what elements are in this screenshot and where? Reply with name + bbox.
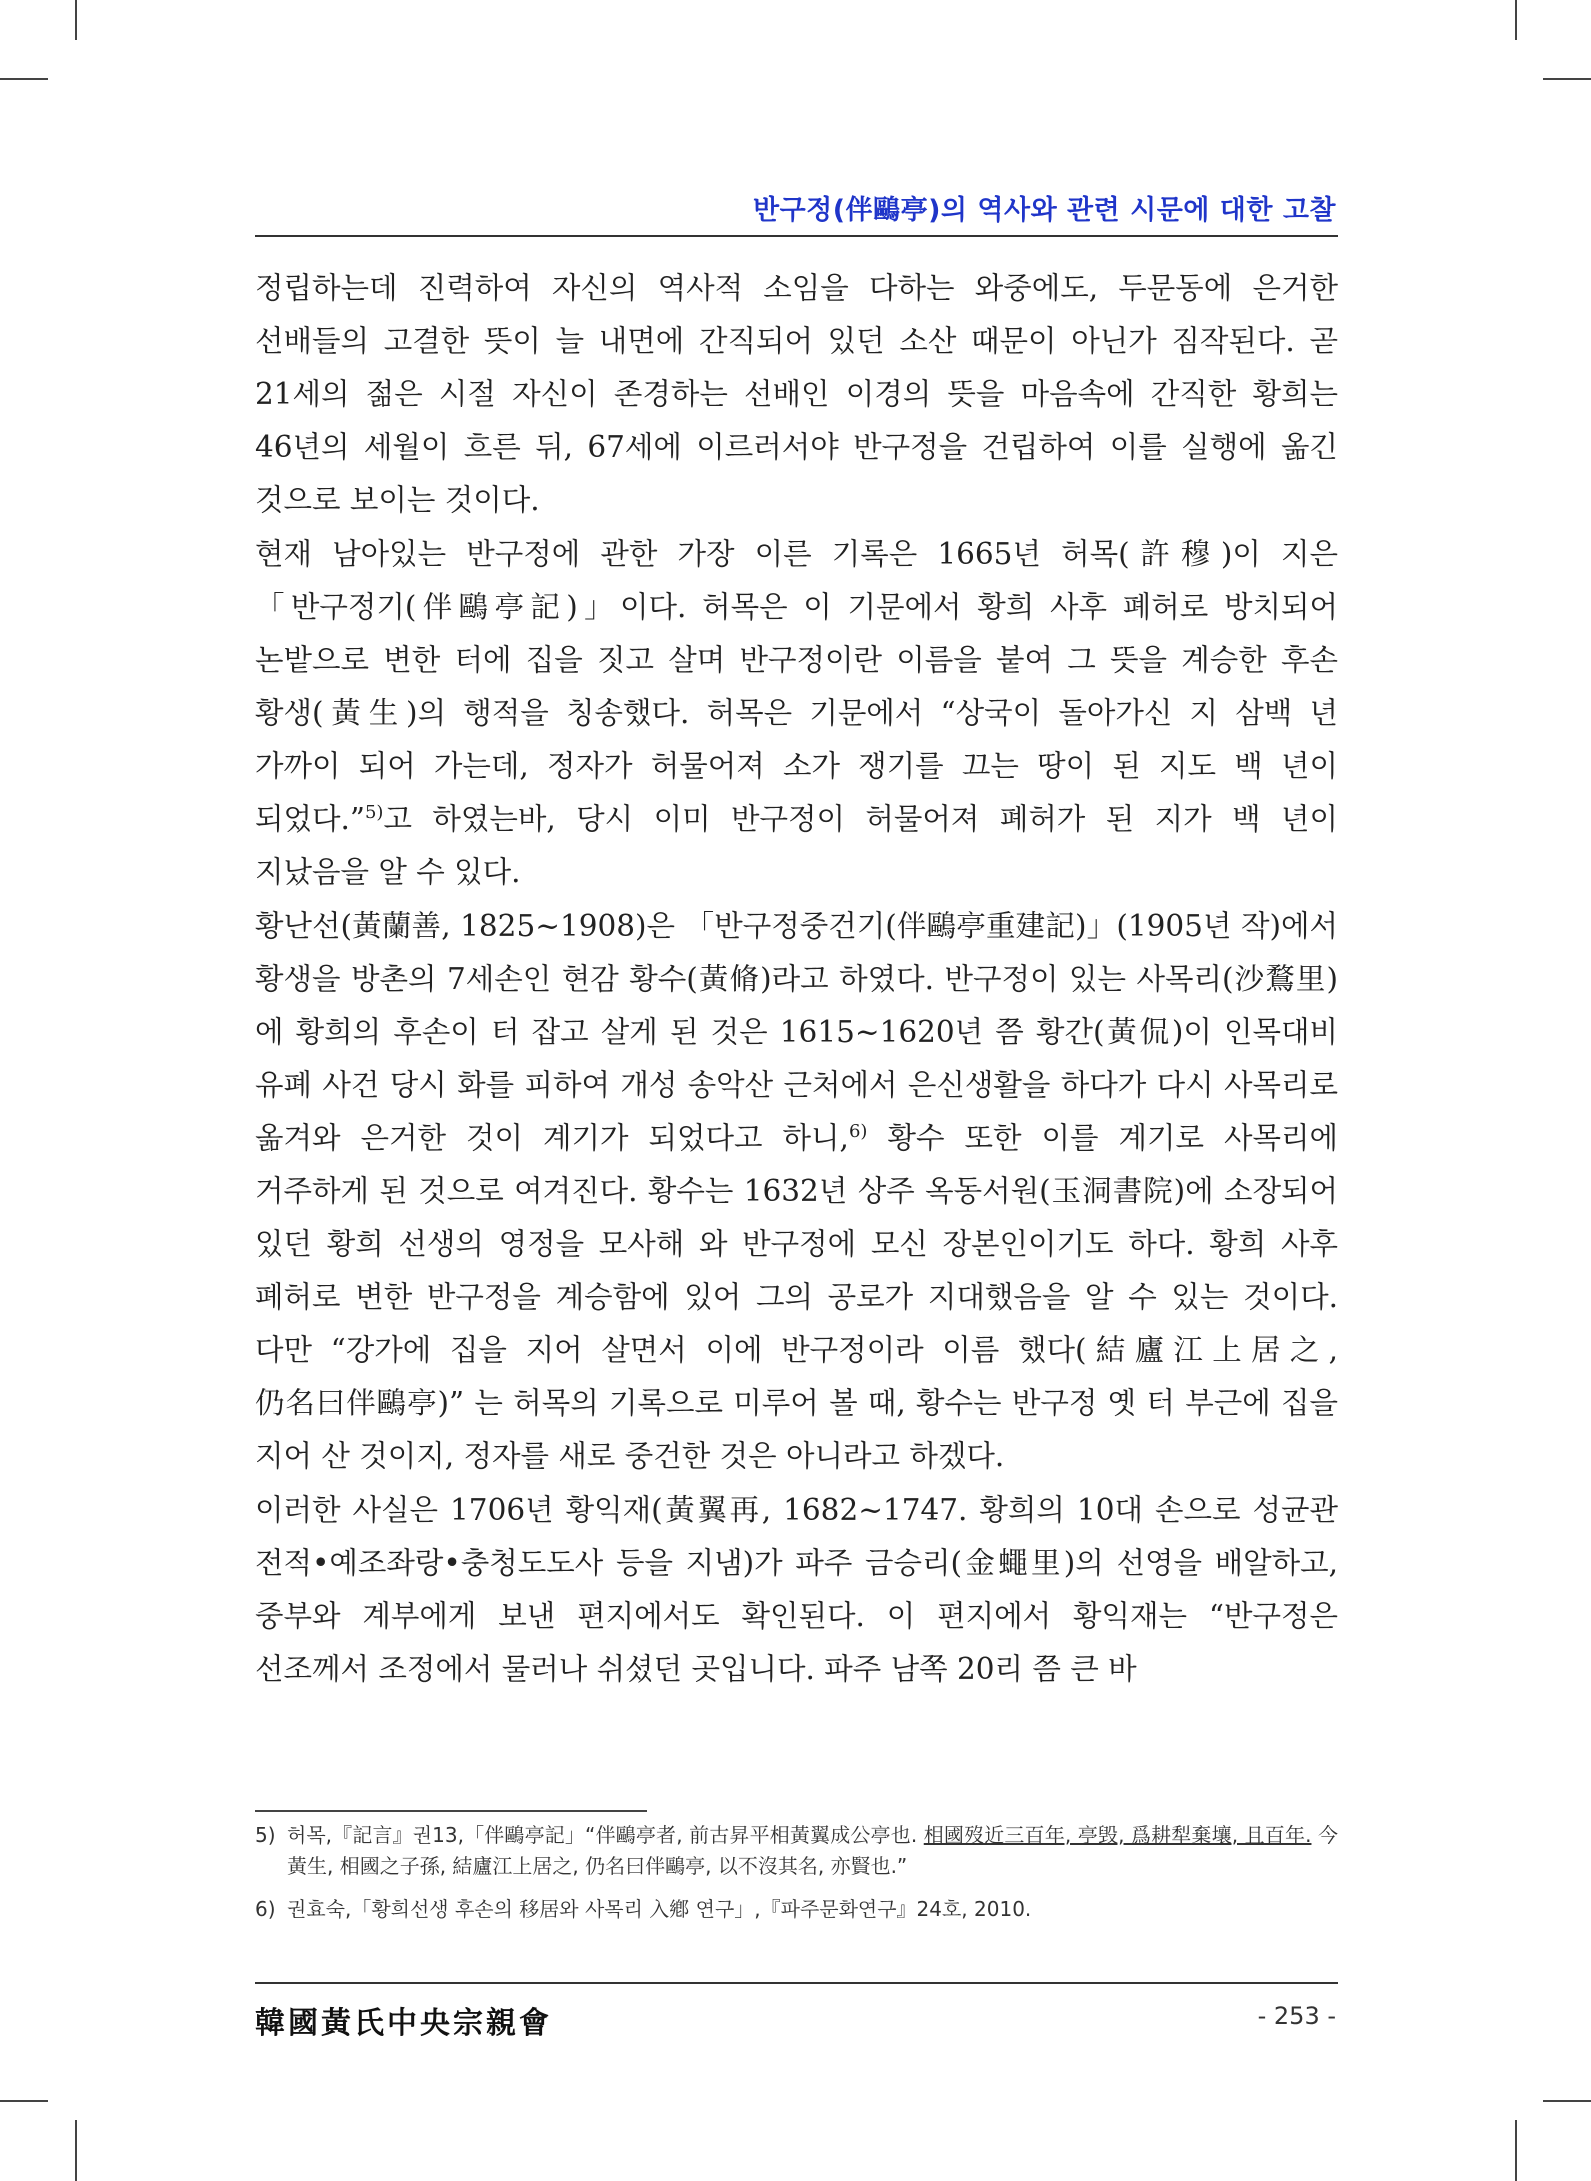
paragraph-2-text: 현재 남아있는 반구정에 관한 가장 이른 기록은 1665년 허목(許穆)이 지은 「반구정기(伴鷗亭記)」이다. 허목은 이 기문에서 황희 사후 폐허로 방치되어 논밭으로 변한 터에 집을 짓고 살며 반구정이란 이름을 붙여 그 뜻을 계승한 후손 황생(黃生)의 행적을 칭송했다. 허목은 기문에서 “상국이 돌아가신 지 삼백 년 가까이 되어 가는데, 정자가 허물어져 소가 쟁기를 끄는 땅이 된 지도 백 년이 되었다.”	[255, 537, 1338, 836]
crop-mark	[0, 2100, 48, 2102]
footnote-text-part: 今黃生, 相國之子孫, 結廬江上居之, 仍名曰伴鷗亭, 以不沒其名, 亦賢也.”	[287, 1823, 1338, 1878]
paragraph-2	[255, 528, 1338, 899]
footnotes	[255, 1820, 1338, 1925]
crop-mark	[1515, 0, 1517, 40]
footnote-text	[287, 1820, 1338, 1882]
footnote-text-part: 허목,『記言』권13,「伴鷗亭記」“伴鷗亭者, 前古昇平相黃翼成公亭也.	[287, 1823, 924, 1847]
paragraph-2-text-cont: 고 하였는바, 당시 이미 반구정이 허물어져 폐허가 된 지가 백 년이 지났음을 알 수 있다.	[255, 802, 1338, 889]
footnote-text: 권효숙,「황희선생 후손의 移居와 사목리 入鄕 연구」,『파주문화연구』24호, 2010.	[287, 1897, 1032, 1921]
footnote-ref-5[interactable]: 5)	[364, 802, 384, 824]
paragraph-3-text: 황난선(黃蘭善, 1825~1908)은 「반구정중건기(伴鷗亭重建記)」(1905년 작)에서 황생을 방촌의 7세손인 현감 황수(黃脩)라고 하였다. 반구정이 있는 사목리(沙鶩里)에 황희의 후손이 터 잡고 살게 된 것은 1615~1620년 쯤 황간(黃侃)이 인목대비 유폐 사건 당시 화를 피하여 개성 송악산 근처에서 은신생활을 하다가 다시 사목리로 옮겨와 은거한 것이 계기가 되었다고 하니,	[255, 909, 1338, 1155]
footnote-underlined-quote: 相國歿近三百年, 亭毁, 爲耕犁棄壤, 且百年.	[923, 1823, 1312, 1847]
footnote-ref-6[interactable]: 6)	[848, 1121, 868, 1143]
crop-mark	[75, 0, 77, 40]
paragraph-4: 이러한 사실은 1706년 황익재(黃翼再, 1682~1747. 황희의 10대 손으로 성균관 전적•예조좌랑•충청도도사 등을 지냄)가 파주 금승리(金蠅里)의 선영을 배알하고, 중부와 계부에게 보낸 편지에서도 확인된다. 이 편지에서 황익재는 “반구정은 선조께서 조정에서 물러나 쉬셨던 곳입니다. 파주 남쪽 20리 쯤 큰 바	[255, 1493, 1338, 1686]
paragraph-1: 정립하는데 진력하여 자신의 역사적 소임을 다하는 와중에도, 두문동에 은거한 선배들의 고결한 뜻이 늘 내면에 간직되어 있던 소산 때문이 아닌가 짐작된다. 곧 21세의 젊은 시절 자신이 존경하는 선배인 이경의 뜻을 마음속에 간직한 황희는 46년의 세월이 흐른 뒤, 67세에 이르러서야 반구정을 건립하여 이를 실행에 옮긴 것으로 보이는 것이다.	[255, 271, 1338, 517]
footnote-number: 6)	[255, 1897, 276, 1921]
footnote-6	[255, 1894, 1338, 1925]
header-divider	[255, 235, 1338, 237]
body-text	[255, 262, 1338, 1697]
crop-mark	[1543, 2100, 1591, 2102]
crop-mark	[1543, 78, 1591, 80]
crop-mark	[0, 78, 48, 80]
crop-mark	[1515, 2120, 1517, 2181]
running-header: 반구정(伴鷗亭)의 역사와 관련 시문에 대한 고찰	[753, 195, 1336, 226]
footer-divider	[255, 1982, 1338, 1984]
crop-mark	[75, 2120, 77, 2181]
footnote-divider	[255, 1810, 647, 1812]
publisher-logo: 韓國黃氏中央宗親會	[255, 2006, 552, 2041]
paragraph-3	[255, 900, 1338, 1483]
footnote-number: 5)	[255, 1823, 276, 1847]
footnote-5	[255, 1820, 1338, 1882]
paragraph-3-text-cont: 황수 또한 이를 계기로 사목리에 거주하게 된 것으로 여겨진다. 황수는 1632년 상주 옥동서원(玉洞書院)에 소장되어 있던 황희 선생의 영정을 모사해 와 반구정에 모신 장본인이기도 하다. 황희 사후 폐허로 변한 반구정을 계승함에 있어 그의 공로가 지대했음을 알 수 있는 것이다. 다만 “강가에 집을 지어 살면서 이에 반구정이라 이름 했다(結廬江上居之, 仍名曰伴鷗亭)” 는 허목의 기록으로 미루어 볼 때, 황수는 반구정 옛 터 부근에 집을 지어 산 것이지, 정자를 새로 중건한 것은 아니라고 하겠다.	[255, 1121, 1338, 1473]
page-number: - 253 -	[1257, 2002, 1336, 2030]
